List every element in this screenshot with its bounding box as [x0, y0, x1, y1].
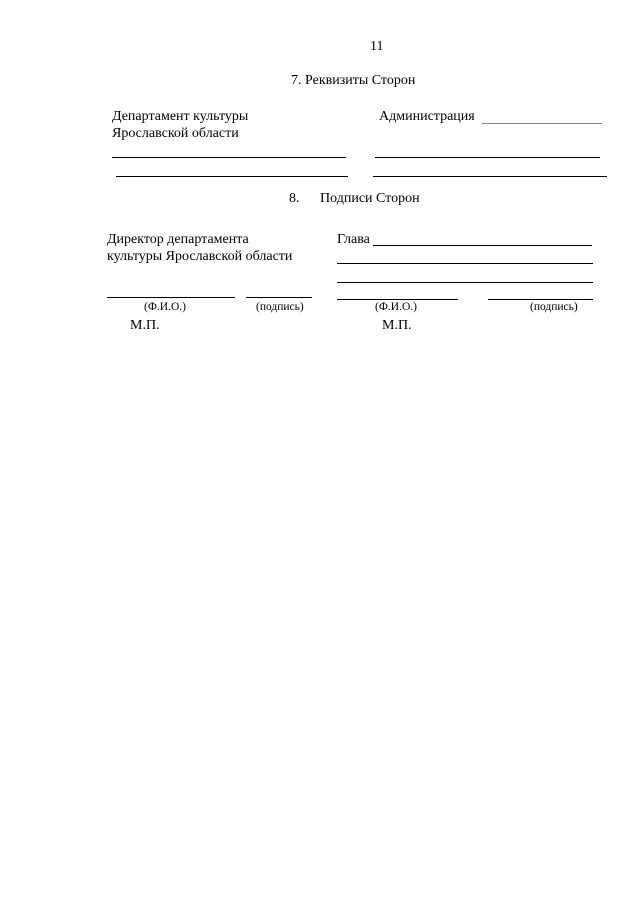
left-signature-caption: (подпись) [256, 301, 304, 313]
left-signature-line [246, 297, 312, 298]
right-stamp-label: М.П. [382, 318, 412, 333]
left-fio-line [107, 297, 235, 298]
right-signature-caption: (подпись) [530, 301, 578, 313]
left-requisites-line-1 [112, 157, 346, 158]
right-signatory-name-line [373, 245, 592, 246]
section-8-title: Подписи Сторон [320, 191, 420, 206]
right-signatory-label: Глава [337, 232, 370, 247]
left-party-name-line1: Департамент культуры [112, 109, 249, 124]
left-requisites-line-2 [116, 176, 348, 177]
left-signatory-title-line2: культуры Ярославской области [107, 249, 293, 264]
right-signature-line [488, 299, 593, 300]
left-fio-caption: (Ф.И.О.) [144, 301, 186, 313]
right-party-name-line [482, 123, 602, 124]
right-signatory-extra-line-2 [337, 282, 593, 283]
left-party-name-line2: Ярославской области [112, 126, 239, 141]
section-8-number: 8. [289, 191, 300, 206]
page-number: 11 [370, 39, 384, 54]
section-7-heading: 7. Реквизиты Сторон [291, 73, 416, 88]
right-requisites-line-1 [375, 157, 600, 158]
right-fio-caption: (Ф.И.О.) [375, 301, 417, 313]
left-stamp-label: М.П. [130, 318, 160, 333]
right-party-label: Администрация [379, 109, 475, 124]
left-signatory-title-line1: Директор департамента [107, 232, 249, 247]
right-requisites-line-2 [373, 176, 607, 177]
right-fio-line [337, 299, 458, 300]
right-signatory-extra-line-1 [337, 263, 593, 264]
